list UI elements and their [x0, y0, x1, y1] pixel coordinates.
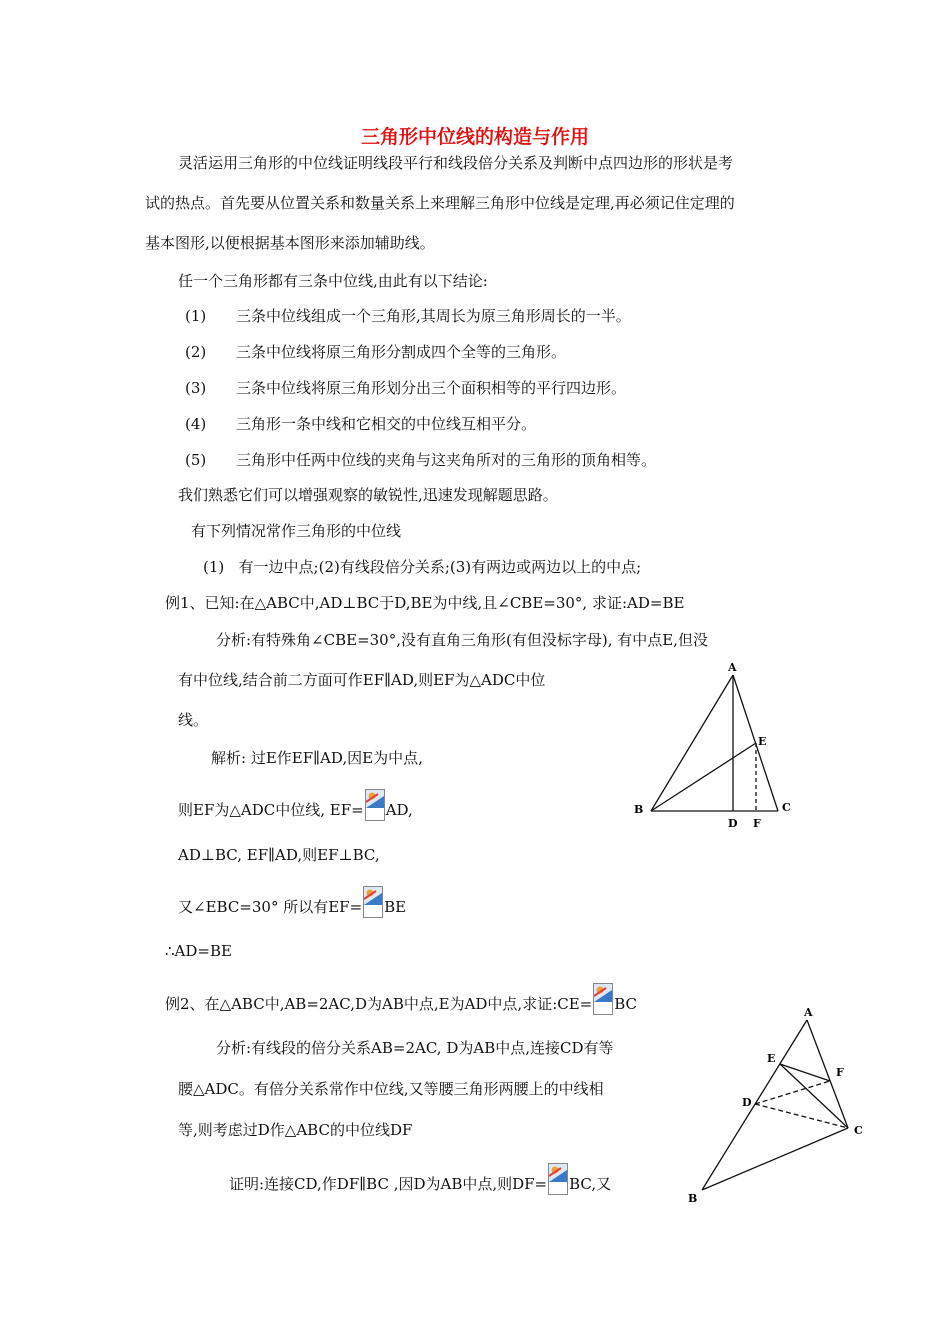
intro-line-1: 灵活运用三角形的中位线证明线段平行和线段倍分关系及判断中点四边形的形状是考	[178, 154, 734, 172]
example2-analysis-3: 等,则考虑过D作△ABC的中位线DF	[178, 1121, 413, 1139]
example1-analysis-3: 线。	[178, 711, 209, 729]
summary-line: 我们熟悉它们可以增强观察的敏锐性,迅速发现解题思路。	[178, 486, 558, 504]
page-title: 三角形中位线的构造与作用	[360, 126, 589, 148]
example2-statement	[165, 989, 637, 1021]
segment-dc	[755, 1104, 848, 1128]
conclusion-text: 三条中位线将原三角形划分出三个面积相等的平行四边形。	[236, 379, 627, 397]
example1-statement: 例1、已知:在△ABC中,AD⊥BC于D,BE为中线,且∠CBE=30°, 求证:AD=BE	[165, 594, 685, 612]
solution-text: 又∠EBC=30° 所以有EF=	[178, 898, 363, 916]
example1-solution-1: 解析: 过E作EF∥AD,因E为中点,	[211, 749, 423, 767]
conclusion-number: (3)	[185, 379, 207, 397]
point-label-d: D	[728, 817, 738, 830]
segment-be	[651, 743, 756, 811]
proof-text: 证明:连接CD,作DF∥BC ,因D为AB中点,则DF=	[229, 1175, 548, 1193]
cases-intro: 有下列情况常作三角形的中位线	[191, 522, 402, 540]
example2-analysis-2: 腰△ADC。有倍分关系常作中位线,又等腰三角形两腰上的中线相	[178, 1080, 604, 1098]
point-label-e: E	[767, 1052, 776, 1065]
conclusion-text: 三条中位线组成一个三角形,其周长为原三角形周长的一半。	[236, 307, 631, 325]
fraction-image-icon	[548, 1163, 568, 1195]
example1-solution-3: AD⊥BC, EF∥AD,则EF⊥BC,	[178, 846, 380, 864]
conclusion-number: (2)	[185, 343, 207, 361]
point-label-d: D	[742, 1096, 752, 1109]
point-label-a: A	[728, 661, 737, 674]
fraction-image-icon	[593, 983, 613, 1015]
example1-solution-2	[178, 795, 413, 827]
segment-ef	[780, 1064, 830, 1081]
statement-text: BC	[614, 995, 638, 1013]
point-label-f: F	[753, 817, 761, 830]
point-label-c: C	[854, 1124, 863, 1137]
point-label-f: F	[836, 1066, 844, 1079]
point-label-c: C	[782, 801, 791, 814]
point-label-a: A	[804, 1006, 813, 1019]
fraction-image-icon	[365, 789, 385, 821]
example2-analysis-1: 分析:有线段的倍分关系AB=2AC, D为AB中点,连接CD有等	[216, 1039, 614, 1057]
intro-line-4: 任一个三角形都有三条中位线,由此有以下结论:	[178, 272, 488, 290]
conclusion-number: (1)	[185, 307, 207, 325]
example1-analysis-1: 分析:有特殊角∠CBE=30°,没有直角三角形(有但没标字母), 有中点E,但没	[216, 631, 708, 649]
intro-line-3: 基本图形,以便根据基本图形来添加辅助线。	[145, 234, 435, 252]
example1-figure	[628, 655, 798, 830]
solution-text: 则EF为△ADC中位线, EF=	[178, 801, 364, 819]
solution-text: BE	[384, 898, 407, 916]
point-label-b: B	[634, 803, 644, 816]
conclusion-number: (4)	[185, 415, 207, 433]
segment-ab	[702, 1020, 807, 1190]
example2-proof	[229, 1169, 611, 1201]
example1-conclusion: ∴AD=BE	[165, 942, 232, 960]
conclusion-text: 三条中位线将原三角形分割成四个全等的三角形。	[236, 343, 567, 361]
conclusion-number: (5)	[185, 451, 207, 469]
proof-text: BC,又	[569, 1175, 612, 1193]
solution-text: AD,	[385, 801, 413, 819]
statement-text: 例2、在△ABC中,AB=2AC,D为AB中点,E为AD中点,求证:CE=	[165, 995, 593, 1013]
example1-solution-4	[178, 892, 406, 924]
example2-figure	[680, 1000, 880, 1210]
conclusion-text: 三角形中任两中位线的夹角与这夹角所对的三角形的顶角相等。	[236, 451, 657, 469]
point-label-b: B	[688, 1192, 698, 1205]
fraction-image-icon	[363, 886, 383, 918]
segment-bc	[702, 1128, 848, 1190]
segment-ab	[651, 675, 733, 811]
intro-line-2: 试的热点。首先要从位置关系和数量关系上来理解三角形中位线是定理,再必须记住定理的	[145, 194, 735, 212]
cases-line: (1) 有一边中点;(2)有线段倍分关系;(3)有两边或两边以上的中点;	[203, 558, 642, 576]
point-label-e: E	[758, 735, 767, 748]
conclusion-text: 三角形一条中线和它相交的中位线互相平分。	[236, 415, 537, 433]
example1-analysis-2: 有中位线,结合前二方面可作EF∥AD,则EF为△ADC中位	[178, 671, 546, 689]
